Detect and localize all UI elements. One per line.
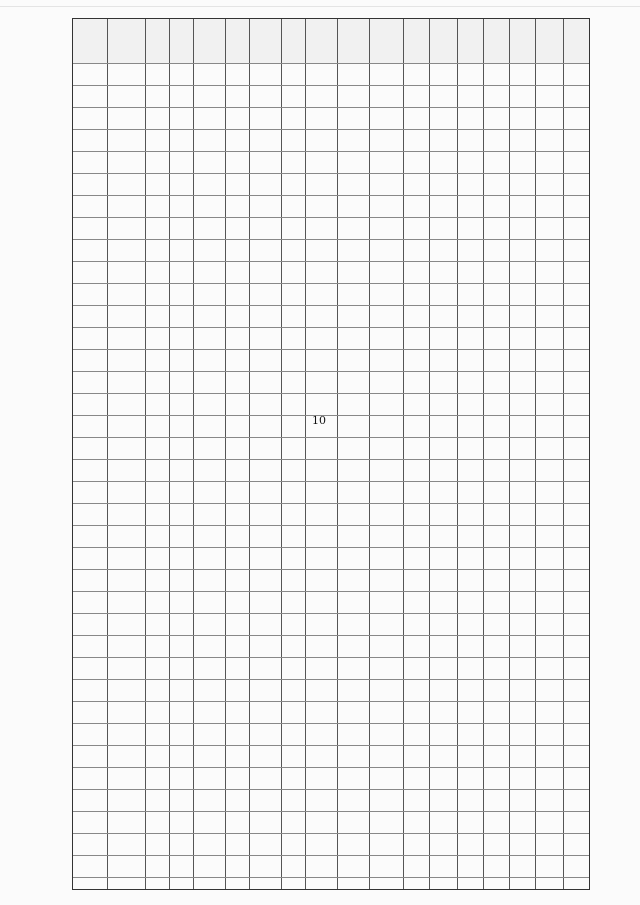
- table-row-divider: [73, 327, 589, 328]
- table-row-divider: [73, 239, 589, 240]
- table-row-divider: [73, 151, 589, 152]
- page-number: 10: [312, 414, 326, 427]
- table-row-divider: [73, 591, 589, 592]
- table-row-divider: [73, 393, 589, 394]
- table-row-divider: [73, 547, 589, 548]
- table-row-divider: [73, 679, 589, 680]
- table-column-divider: [193, 19, 194, 889]
- table-row-divider: [73, 833, 589, 834]
- table-row-divider: [73, 437, 589, 438]
- table-row-divider: [73, 107, 589, 108]
- table-column-divider: [281, 19, 282, 889]
- table-row-divider: [73, 261, 589, 262]
- table-row-divider: [73, 173, 589, 174]
- table-row-divider: [73, 195, 589, 196]
- table-row-divider: [73, 811, 589, 812]
- table-row-divider: [73, 701, 589, 702]
- table-row-divider: [73, 349, 589, 350]
- table-row-divider: [73, 767, 589, 768]
- table-row-divider: [73, 635, 589, 636]
- table-row-divider: [73, 613, 589, 614]
- table-column-divider: [249, 19, 250, 889]
- table-column-divider: [403, 19, 404, 889]
- table-row-divider: [73, 525, 589, 526]
- table-row-divider: [73, 129, 589, 130]
- table-column-divider: [535, 19, 536, 889]
- scan-edge: [0, 6, 640, 7]
- table-column-divider: [429, 19, 430, 889]
- table-row-divider: [73, 217, 589, 218]
- table-row-divider: [73, 459, 589, 460]
- table-row-divider: [73, 481, 589, 482]
- table-row-divider: [73, 723, 589, 724]
- table-column-divider: [107, 19, 108, 889]
- table-column-divider: [169, 19, 170, 889]
- table-column-divider: [145, 19, 146, 889]
- table-row-divider: [73, 569, 589, 570]
- data-table: [72, 18, 590, 890]
- table-column-divider: [509, 19, 510, 889]
- table-row-divider: [73, 283, 589, 284]
- table-row-divider: [73, 371, 589, 372]
- table-column-divider: [225, 19, 226, 889]
- table-row-divider: [73, 503, 589, 504]
- table-row-divider: [73, 877, 589, 878]
- table-row-divider: [73, 63, 589, 64]
- table-column-divider: [563, 19, 564, 889]
- table-row-divider: [73, 415, 589, 416]
- table-row-divider: [73, 657, 589, 658]
- table-row-divider: [73, 789, 589, 790]
- table-row-divider: [73, 305, 589, 306]
- table-header: [73, 19, 589, 64]
- table-column-divider: [305, 19, 306, 889]
- table-row-divider: [73, 855, 589, 856]
- table-row-divider: [73, 745, 589, 746]
- table-column-divider: [483, 19, 484, 889]
- table-column-divider: [457, 19, 458, 889]
- table-row-divider: [73, 85, 589, 86]
- table-column-divider: [369, 19, 370, 889]
- table-column-divider: [337, 19, 338, 889]
